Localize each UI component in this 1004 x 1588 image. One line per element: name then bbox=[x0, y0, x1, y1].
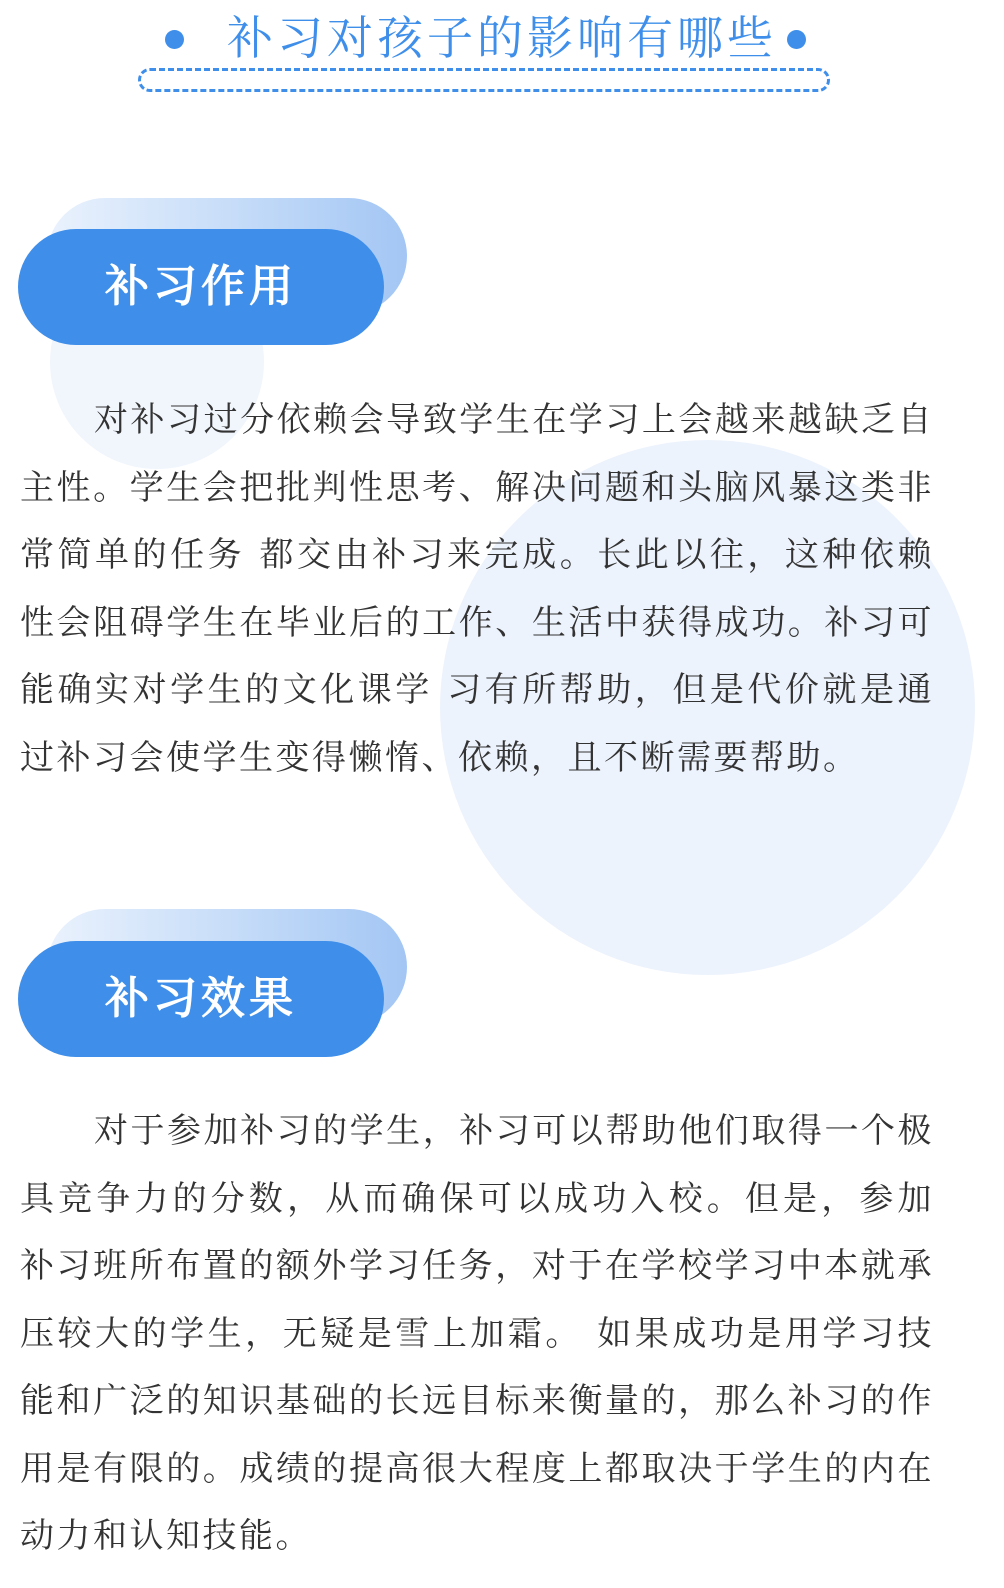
dot-icon bbox=[787, 30, 806, 49]
section-heading-effect: 补习作用 bbox=[18, 229, 384, 345]
section-heading-result: 补习效果 bbox=[18, 941, 384, 1057]
page-title: 补习对孩子的影响有哪些 bbox=[227, 11, 777, 65]
dashed-underline bbox=[138, 68, 830, 92]
title-banner bbox=[0, 0, 1004, 110]
section-paragraph-result: 对于参加补习的学生，补习可以帮助他们取得一个极具竞争力的分数，从而确保可以成功入校。但是，参加 补习班所布置的额外学习任务，对于在学校学习中本就承压较大的学生，无疑是雪上加霜。 如果成功是用学习技能和广泛的知识基础的长远目标来衡量的，那么补习的作用是有限的。成绩的提高很大程度上都取决于学生的内在动力和认知技能。 bbox=[20, 1111, 934, 1556]
section-paragraph-effect: 对补习过分依赖会导致学生在学习上会越来越缺乏自主性。学生会把批判性思考、解决问题和头脑风暴这类非常简单的任务 都交由补习来完成。长此以往，这种依赖性会阻碍学生在毕业后的工作、生活中获得成功。补习可能确实对学生的文化课学 习有所帮助，但是代价就是通过补习会使学生变得懒惰、依赖，且不断需要帮助。 bbox=[20, 400, 934, 778]
